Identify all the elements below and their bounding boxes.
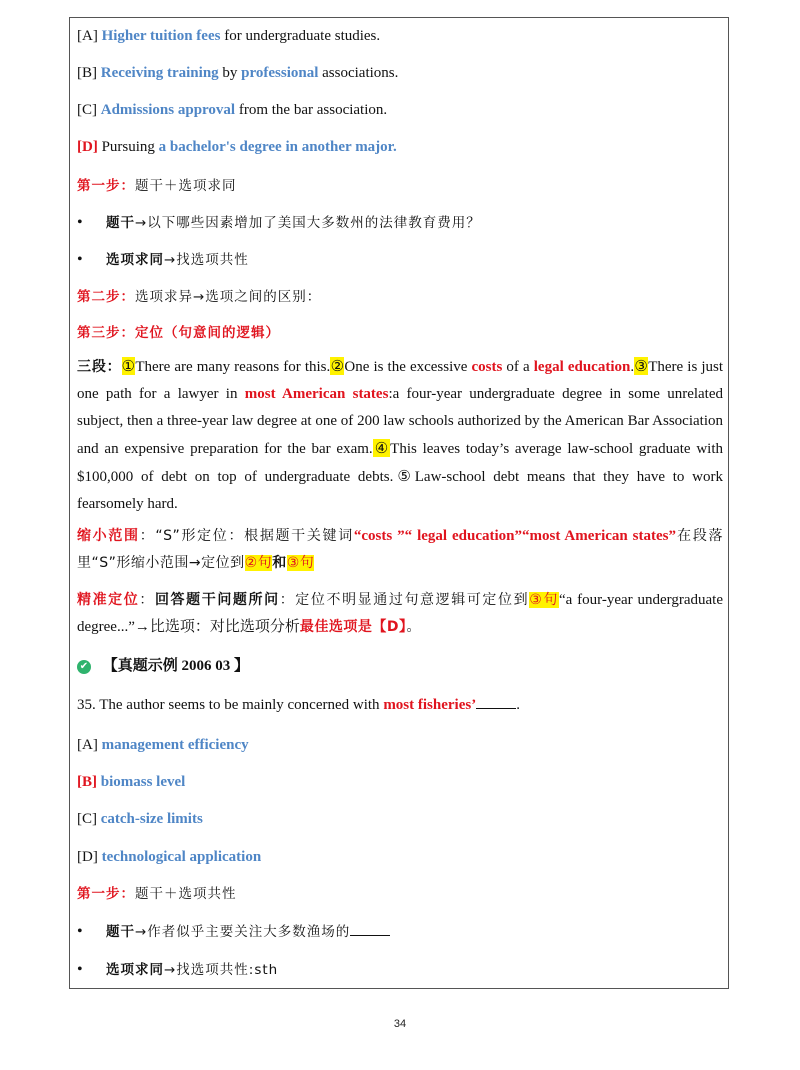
passage-paragraph: 三段：①There are many reasons for this.②One is the excessive costs of a legal education.③There is just one path for a lawyer in most American states:a four-year undergraduate degree in some unrelated subject, then a three-year law degree at one of 200 law schools authorized by the American Bar Association and an expensive preparation for the bar exam.④This leaves today’s average law-school graduate with $100,000 of debt on top of undergraduate debts.⑤Law-school debt means that they have to work fearsomely hard. (77, 357, 724, 512)
precise-locate-note: 精准定位：回答题干问题所问：定位不明显通过句意逻辑可定位到③句“a four-year undergraduate degree...”→比选项：对比选项分析最佳选项是【D】。 (77, 592, 723, 635)
bullet-dot: • (77, 961, 83, 978)
q1-option-d: [D] Pursuing a bachelor's degree in another major. (77, 139, 397, 155)
bullet-dot: • (77, 251, 83, 268)
bullet-dot: • (77, 923, 83, 940)
q1-bullet-stem: 题干→以下哪些因素增加了美国大多数州的法律教育费用？ (106, 215, 481, 231)
q1-step2: 第二步：选项求异→选项之间的区别： (77, 289, 322, 305)
check-circle-icon: ✔ (77, 660, 91, 674)
q1-step3: 第三步：定位（句意间的逻辑） (77, 325, 280, 341)
q2-bullet-options: 选项求同→找选项共性:sth (106, 962, 279, 978)
q1-bullet-options: 选项求同→找选项共性 (106, 252, 249, 268)
q2-option-b: [B] biomass level (77, 774, 186, 790)
q1-option-a: [A] Higher tuition fees for undergraduate studies. (77, 28, 381, 44)
page-number: 34 (393, 1018, 407, 1030)
example-title: 【真题示例 2006 03 】 (102, 658, 250, 674)
q1-step1: 第一步：题干＋选项求同 (77, 178, 237, 194)
q2-option-d: [D] technological application (77, 849, 262, 865)
q2-bullet-stem: 题干→作者似乎主要关注大多数渔场的 (106, 922, 390, 942)
q1-option-b: [B] Receiving training by professional associations. (77, 65, 399, 81)
q2-option-a: [A] management efficiency (77, 737, 249, 753)
answer-blank (476, 696, 516, 709)
example-header (77, 656, 249, 676)
answer-blank (350, 923, 390, 936)
q2-step1: 第一步：题干＋选项共性 (77, 886, 237, 902)
narrow-range-note: 缩小范围：“S”形定位：根据题干关键词“costs ”“ legal education”“most American states”在段落里“S”形缩小范围→定位到②句和③句 (77, 528, 724, 571)
q2-option-c: [C] catch-size limits (77, 811, 203, 827)
bullet-dot: • (77, 214, 83, 231)
q1-option-c: [C] Admissions approval from the bar association. (77, 102, 388, 118)
q2-stem: 35. The author seems to be mainly concerned with most fisheries’ . (77, 697, 520, 713)
